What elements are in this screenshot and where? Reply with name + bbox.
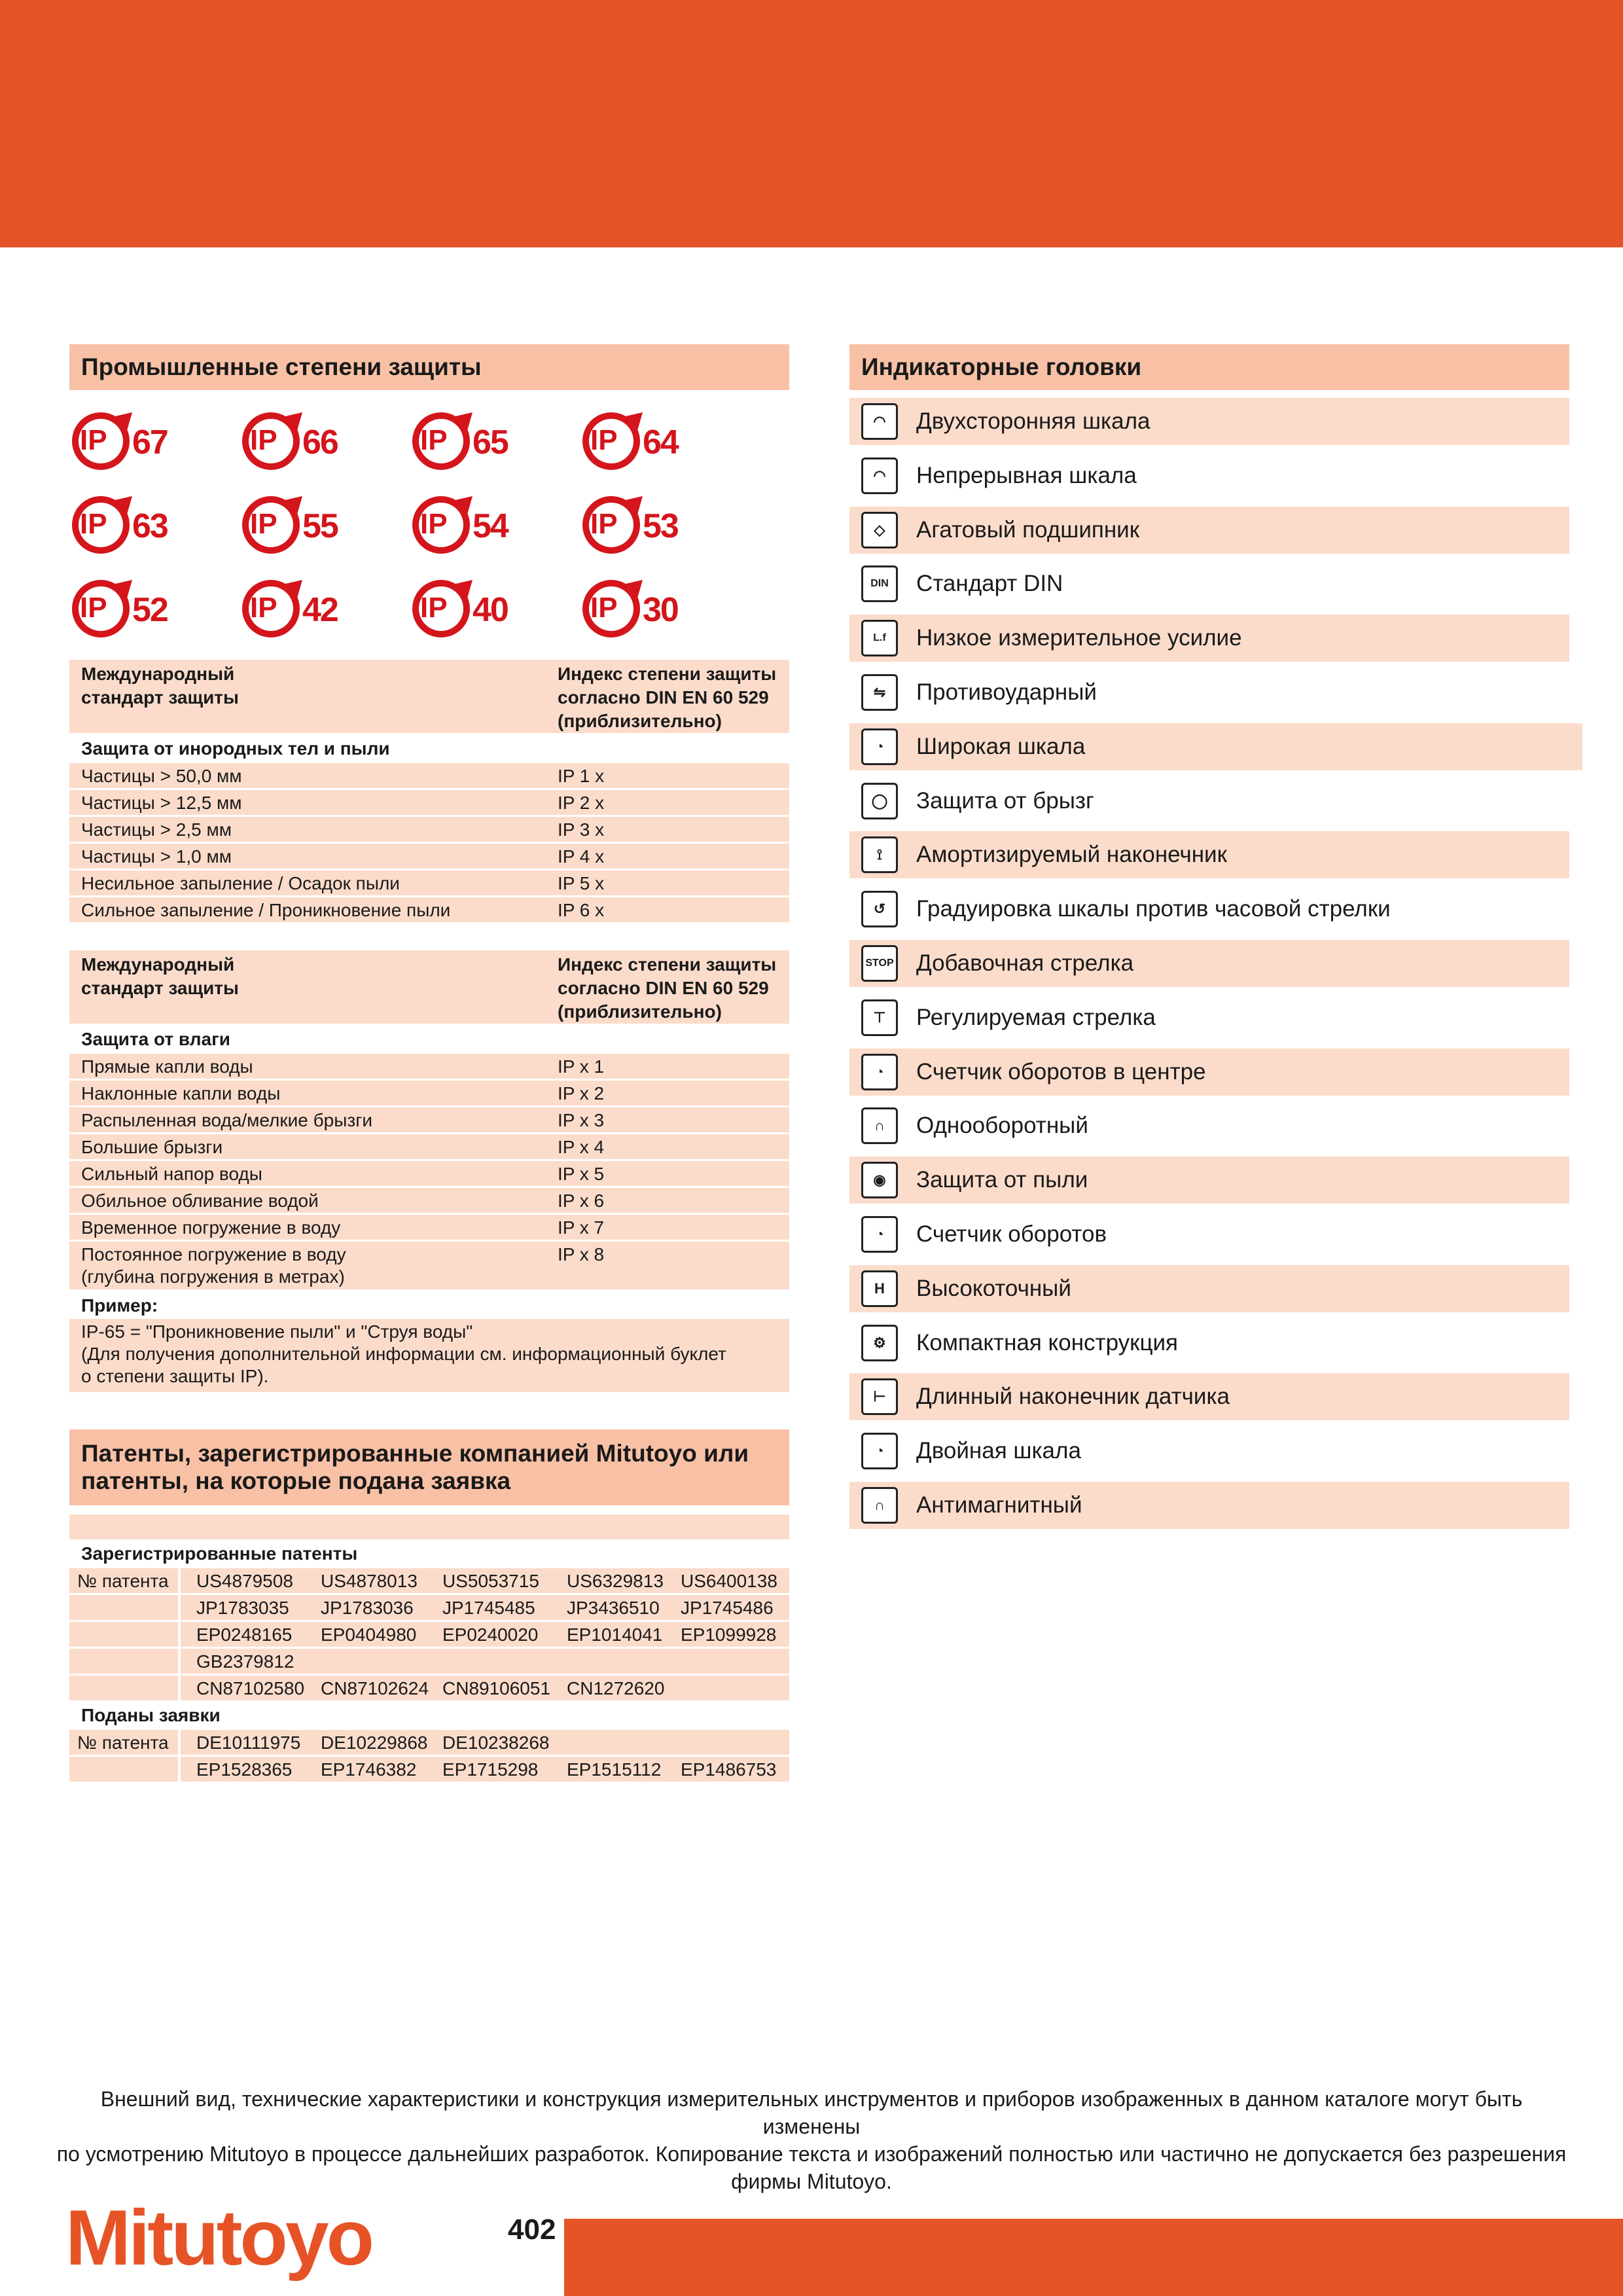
indicator-label: Двойная шкала bbox=[916, 1438, 1081, 1464]
row-code: IP x 7 bbox=[558, 1217, 605, 1238]
row-label: Прямые капли воды bbox=[81, 1056, 253, 1077]
ip-badge-number: 66 bbox=[302, 423, 338, 461]
protection-section-title: Промышленные степени защиты bbox=[69, 344, 789, 390]
ip-55-badge bbox=[240, 492, 357, 558]
indicator-label: Низкое измерительное усилие bbox=[916, 625, 1242, 651]
row-code: IP x 8 bbox=[558, 1244, 605, 1265]
patent-number: US6329813 bbox=[567, 1571, 664, 1591]
patent-label-divider bbox=[178, 1595, 181, 1622]
row-code: IP 6 x bbox=[558, 900, 605, 920]
splash-proof-icon: ◯ bbox=[861, 783, 898, 819]
patent-number: EP1746382 bbox=[321, 1759, 417, 1780]
patent-number: CN89106051 bbox=[442, 1678, 551, 1698]
row-label: Частицы > 2,5 мм bbox=[81, 819, 232, 840]
patent-label-divider bbox=[178, 1568, 181, 1595]
patent-number: DE10229868 bbox=[321, 1732, 428, 1753]
ip-badge-prefix: IP bbox=[420, 508, 448, 540]
col2-header-line: (приблизительно) bbox=[558, 711, 722, 731]
patent-number: US6400138 bbox=[681, 1571, 777, 1591]
indicator-row bbox=[849, 669, 1569, 716]
patent-number: JP1745486 bbox=[681, 1598, 774, 1618]
patent-number: GB2379812 bbox=[196, 1651, 294, 1672]
patent-number: JP1783036 bbox=[321, 1598, 414, 1618]
ip-badge-number: 65 bbox=[473, 423, 508, 461]
patent-number-label: № патента bbox=[77, 1571, 169, 1591]
double-scale-icon: ◔ bbox=[861, 1433, 898, 1469]
indicator-row bbox=[849, 1319, 1569, 1367]
indicator-row bbox=[849, 940, 1569, 987]
ip-54-badge bbox=[410, 492, 527, 558]
indicator-label: Высокоточный bbox=[916, 1275, 1071, 1301]
indicator-row bbox=[849, 994, 1569, 1041]
row-label: Частицы > 50,0 мм bbox=[81, 766, 242, 786]
footer-disclaimer bbox=[52, 2085, 1571, 2195]
indicator-label: Счетчик оборотов bbox=[916, 1221, 1107, 1247]
patent-label-divider bbox=[178, 1649, 181, 1676]
col1-header-line: стандарт защиты bbox=[81, 978, 239, 998]
top-brand-bar bbox=[0, 0, 1623, 247]
patent-number: EP0248165 bbox=[196, 1624, 293, 1645]
indicator-row bbox=[849, 507, 1569, 554]
low-force-icon: L.f bbox=[861, 620, 898, 656]
col2-header-line: Индекс степени защиты bbox=[558, 664, 777, 684]
ip-63-badge bbox=[69, 492, 187, 558]
ip-52-badge bbox=[69, 576, 187, 641]
long-stem-icon: ⊢ bbox=[861, 1378, 898, 1415]
indicators-section-title: Индикаторные головки bbox=[849, 344, 1569, 390]
ip-badge-prefix: IP bbox=[420, 424, 448, 456]
indicator-label: Двухсторонняя шкала bbox=[916, 408, 1150, 434]
example-line: (Для получения дополнительной информации см. информационный буклет bbox=[81, 1344, 726, 1364]
shockproof-icon: ⇋ bbox=[861, 674, 898, 711]
damped-tip-icon: ⟟ bbox=[861, 836, 898, 873]
col2-header-line: согласно DIN EN 60 529 bbox=[558, 978, 769, 998]
patents-title-line-2: патенты, на которые подана заявка bbox=[81, 1467, 511, 1494]
row-label: Временное погружение в воду bbox=[81, 1217, 341, 1238]
row-label: Большие брызги bbox=[81, 1137, 223, 1157]
indicator-row bbox=[849, 1427, 1569, 1475]
patent-row bbox=[69, 1649, 789, 1676]
patent-number: EP1486753 bbox=[681, 1759, 777, 1780]
patents-spacer-row bbox=[69, 1515, 789, 1539]
indicator-label: Счетчик оборотов в центре bbox=[916, 1058, 1206, 1085]
indicator-row bbox=[849, 560, 1569, 607]
ip-66-badge bbox=[240, 408, 357, 474]
patent-number-label: № патента bbox=[77, 1732, 169, 1753]
indicator-label: Компактная конструкция bbox=[916, 1329, 1179, 1355]
indicator-row bbox=[849, 831, 1569, 878]
ccw-graduation-icon: ↺ bbox=[861, 891, 898, 927]
indicator-row bbox=[849, 398, 1569, 445]
indicator-row bbox=[849, 886, 1569, 933]
row-code: IP x 6 bbox=[558, 1191, 605, 1211]
indicator-label: Стандарт DIN bbox=[916, 571, 1063, 597]
ip-badge-number: 42 bbox=[302, 591, 338, 629]
indicator-row bbox=[849, 1102, 1569, 1149]
ip-badge-number: 64 bbox=[643, 423, 678, 461]
patent-number: JP3436510 bbox=[567, 1598, 660, 1618]
patent-number: EP1715298 bbox=[442, 1759, 539, 1780]
ip-badge-prefix: IP bbox=[80, 508, 107, 540]
group-title: Защита от влаги bbox=[81, 1029, 230, 1049]
bottom-brand-bar bbox=[564, 2219, 1623, 2296]
ip-badge-prefix: IP bbox=[250, 424, 277, 456]
patent-number: DE10238268 bbox=[442, 1732, 550, 1753]
indicator-row bbox=[849, 1211, 1569, 1258]
ip-badge-number: 54 bbox=[473, 507, 508, 545]
row-code: IP 2 x bbox=[558, 793, 605, 813]
patent-number: EP1099928 bbox=[681, 1624, 777, 1645]
example-line: IP-65 = "Проникновение пыли" и "Струя воды" bbox=[81, 1321, 473, 1342]
indicator-row bbox=[849, 1373, 1569, 1420]
row-code: IP x 1 bbox=[558, 1056, 605, 1077]
patent-number: US4879508 bbox=[196, 1571, 293, 1591]
row-code: IP x 5 bbox=[558, 1164, 605, 1184]
patents-title-line-1: Патенты, зарегистрированные компанией Mitutoyo или bbox=[81, 1440, 749, 1467]
col2-header-line: Индекс степени защиты bbox=[558, 954, 777, 975]
row-label: Распыленная вода/мелкие брызги bbox=[81, 1110, 373, 1130]
wide-scale-icon: ◔ bbox=[861, 728, 898, 765]
indicator-row bbox=[849, 723, 1582, 770]
agate-bearing-icon: ◇ bbox=[861, 512, 898, 548]
patent-number: EP0404980 bbox=[321, 1624, 417, 1645]
ip-badge-number: 63 bbox=[132, 507, 168, 545]
ip-65-badge bbox=[410, 408, 527, 474]
patent-number: EP1014041 bbox=[567, 1624, 663, 1645]
footer-line-3: фирмы Mitutoyo. bbox=[731, 2170, 892, 2193]
footer-line-2: по усмотрению Mitutoyo в процессе дальнейших разработок. Копирование текста и изображений полностью или частично не допускается без разрешения bbox=[56, 2142, 1567, 2166]
high-accuracy-icon: H bbox=[861, 1270, 898, 1307]
patent-number: EP0240020 bbox=[442, 1624, 539, 1645]
footer-line-1: Внешний вид, технические характеристики и конструкция измерительных инструментов и приборов изображенных в данном каталоге могут быть изменены bbox=[100, 2087, 1523, 2138]
indicator-row bbox=[849, 1157, 1569, 1204]
patents-section-title bbox=[69, 1429, 789, 1505]
patent-row bbox=[69, 1676, 789, 1702]
adjustable-hand-icon: ⊤ bbox=[861, 999, 898, 1036]
row-label: Частицы > 1,0 мм bbox=[81, 846, 232, 867]
indicator-label: Добавочная стрелка bbox=[916, 950, 1134, 976]
row-code: IP x 4 bbox=[558, 1137, 605, 1157]
example-title: Пример: bbox=[81, 1295, 158, 1316]
row-note: (глубина погружения в метрах) bbox=[81, 1266, 345, 1287]
compact-design-icon: ⚙ bbox=[861, 1325, 898, 1361]
dual-scale-icon: ◠ bbox=[861, 403, 898, 440]
ip-badge-prefix: IP bbox=[250, 508, 277, 540]
stop-hand-icon: STOP bbox=[861, 945, 898, 982]
revolution-counter-icon: ◔ bbox=[861, 1216, 898, 1253]
patent-number: US5053715 bbox=[442, 1571, 539, 1591]
indicator-label: Антимагнитный bbox=[916, 1492, 1082, 1518]
indicator-row bbox=[849, 615, 1569, 662]
patent-number: CN87102624 bbox=[321, 1678, 429, 1698]
col1-header-line: Международный bbox=[81, 664, 235, 684]
center-revolution-counter-icon: ◔ bbox=[861, 1054, 898, 1090]
ip-badge-prefix: IP bbox=[590, 508, 618, 540]
col2-header-line: (приблизительно) bbox=[558, 1001, 722, 1022]
indicator-label: Однооборотный bbox=[916, 1113, 1088, 1139]
example-line: о степени защиты IP). bbox=[81, 1366, 269, 1386]
antimagnetic-icon: ∩ bbox=[861, 1487, 898, 1524]
ip-badge-number: 40 bbox=[473, 591, 508, 629]
indicator-label: Защита от брызг bbox=[916, 787, 1094, 814]
ip-badge-number: 53 bbox=[643, 507, 678, 545]
indicator-row bbox=[849, 1482, 1569, 1529]
indicator-label: Противоударный bbox=[916, 679, 1097, 705]
ip-42-badge bbox=[240, 576, 357, 641]
ip-badge-prefix: IP bbox=[250, 592, 277, 624]
ip-badge-number: 55 bbox=[302, 507, 338, 545]
ip-badge-prefix: IP bbox=[80, 592, 107, 624]
indicator-row bbox=[849, 452, 1569, 499]
ip-badge-prefix: IP bbox=[590, 424, 618, 456]
row-code: IP 4 x bbox=[558, 846, 605, 867]
ip-badge-prefix: IP bbox=[420, 592, 448, 624]
ip-badge-prefix: IP bbox=[590, 592, 618, 624]
ip-64-badge bbox=[580, 408, 698, 474]
ip-53-badge bbox=[580, 492, 698, 558]
indicator-label: Широкая шкала bbox=[916, 733, 1086, 759]
registered-patents-title: Зарегистрированные патенты bbox=[81, 1543, 358, 1564]
row-label: Сильный напор воды bbox=[81, 1164, 262, 1184]
row-code: IP x 3 bbox=[558, 1110, 605, 1130]
ip-30-badge bbox=[580, 576, 698, 641]
col2-header-line: согласно DIN EN 60 529 bbox=[558, 687, 769, 708]
indicator-row bbox=[849, 1265, 1569, 1312]
row-label: Сильное запыление / Проникновение пыли bbox=[81, 900, 451, 920]
patent-number: EP1528365 bbox=[196, 1759, 293, 1780]
indicator-label: Регулируемая стрелка bbox=[916, 1004, 1156, 1030]
patent-number: EP1515112 bbox=[567, 1759, 662, 1780]
row-label: Частицы > 12,5 мм bbox=[81, 793, 242, 813]
patent-number: CN87102580 bbox=[196, 1678, 305, 1698]
ip-40-badge bbox=[410, 576, 527, 641]
ip-badge-number: 52 bbox=[132, 591, 168, 629]
ip-badge-number: 67 bbox=[132, 423, 168, 461]
indicator-row bbox=[849, 778, 1569, 825]
single-revolution-icon: ∩ bbox=[861, 1107, 898, 1144]
patent-label-divider bbox=[178, 1730, 181, 1757]
patent-number: US4878013 bbox=[321, 1571, 418, 1591]
ip-badge-number: 30 bbox=[643, 591, 678, 629]
group-title: Защита от инородных тел и пыли bbox=[81, 738, 390, 759]
continuous-scale-icon: ◠ bbox=[861, 457, 898, 494]
patent-label-divider bbox=[178, 1622, 181, 1649]
indicator-label: Защита от пыли bbox=[916, 1167, 1088, 1193]
patent-row bbox=[69, 1730, 789, 1757]
page-number: 402 bbox=[508, 2214, 556, 2246]
indicator-label: Непрерывная шкала bbox=[916, 462, 1137, 488]
indicator-label: Амортизируемый наконечник bbox=[916, 842, 1227, 868]
row-label: Наклонные капли воды bbox=[81, 1083, 281, 1103]
row-code: IP 3 x bbox=[558, 819, 605, 840]
col1-header-line: Международный bbox=[81, 954, 235, 975]
indicator-label: Длинный наконечник датчика bbox=[916, 1384, 1230, 1410]
col1-header-line: стандарт защиты bbox=[81, 687, 239, 708]
patent-label-divider bbox=[178, 1676, 181, 1702]
ip-67-badge bbox=[69, 408, 187, 474]
patent-number: JP1745485 bbox=[442, 1598, 535, 1618]
indicator-label: Градуировка шкалы против часовой стрелки bbox=[916, 896, 1391, 922]
patent-number: CN1272620 bbox=[567, 1678, 665, 1698]
din-icon: DIN bbox=[861, 565, 898, 602]
row-label: Несильное запыление / Осадок пыли bbox=[81, 873, 400, 893]
mitutoyo-logo: Mitutoyo bbox=[65, 2194, 372, 2282]
row-label: Обильное обливание водой bbox=[81, 1191, 319, 1211]
patent-label-divider bbox=[178, 1757, 181, 1784]
dust-proof-icon: ◉ bbox=[861, 1162, 898, 1198]
indicator-label: Агатовый подшипник bbox=[916, 516, 1140, 543]
pending-patents-title: Поданы заявки bbox=[81, 1705, 221, 1725]
patent-number: JP1783035 bbox=[196, 1598, 289, 1618]
row-code: IP 5 x bbox=[558, 873, 605, 893]
patent-number: DE10111975 bbox=[196, 1732, 301, 1753]
indicator-row bbox=[849, 1049, 1569, 1096]
row-code: IP 1 x bbox=[558, 766, 605, 786]
row-code: IP x 2 bbox=[558, 1083, 605, 1103]
ip-badge-prefix: IP bbox=[80, 424, 107, 456]
row-label: Постоянное погружение в воду bbox=[81, 1244, 346, 1265]
